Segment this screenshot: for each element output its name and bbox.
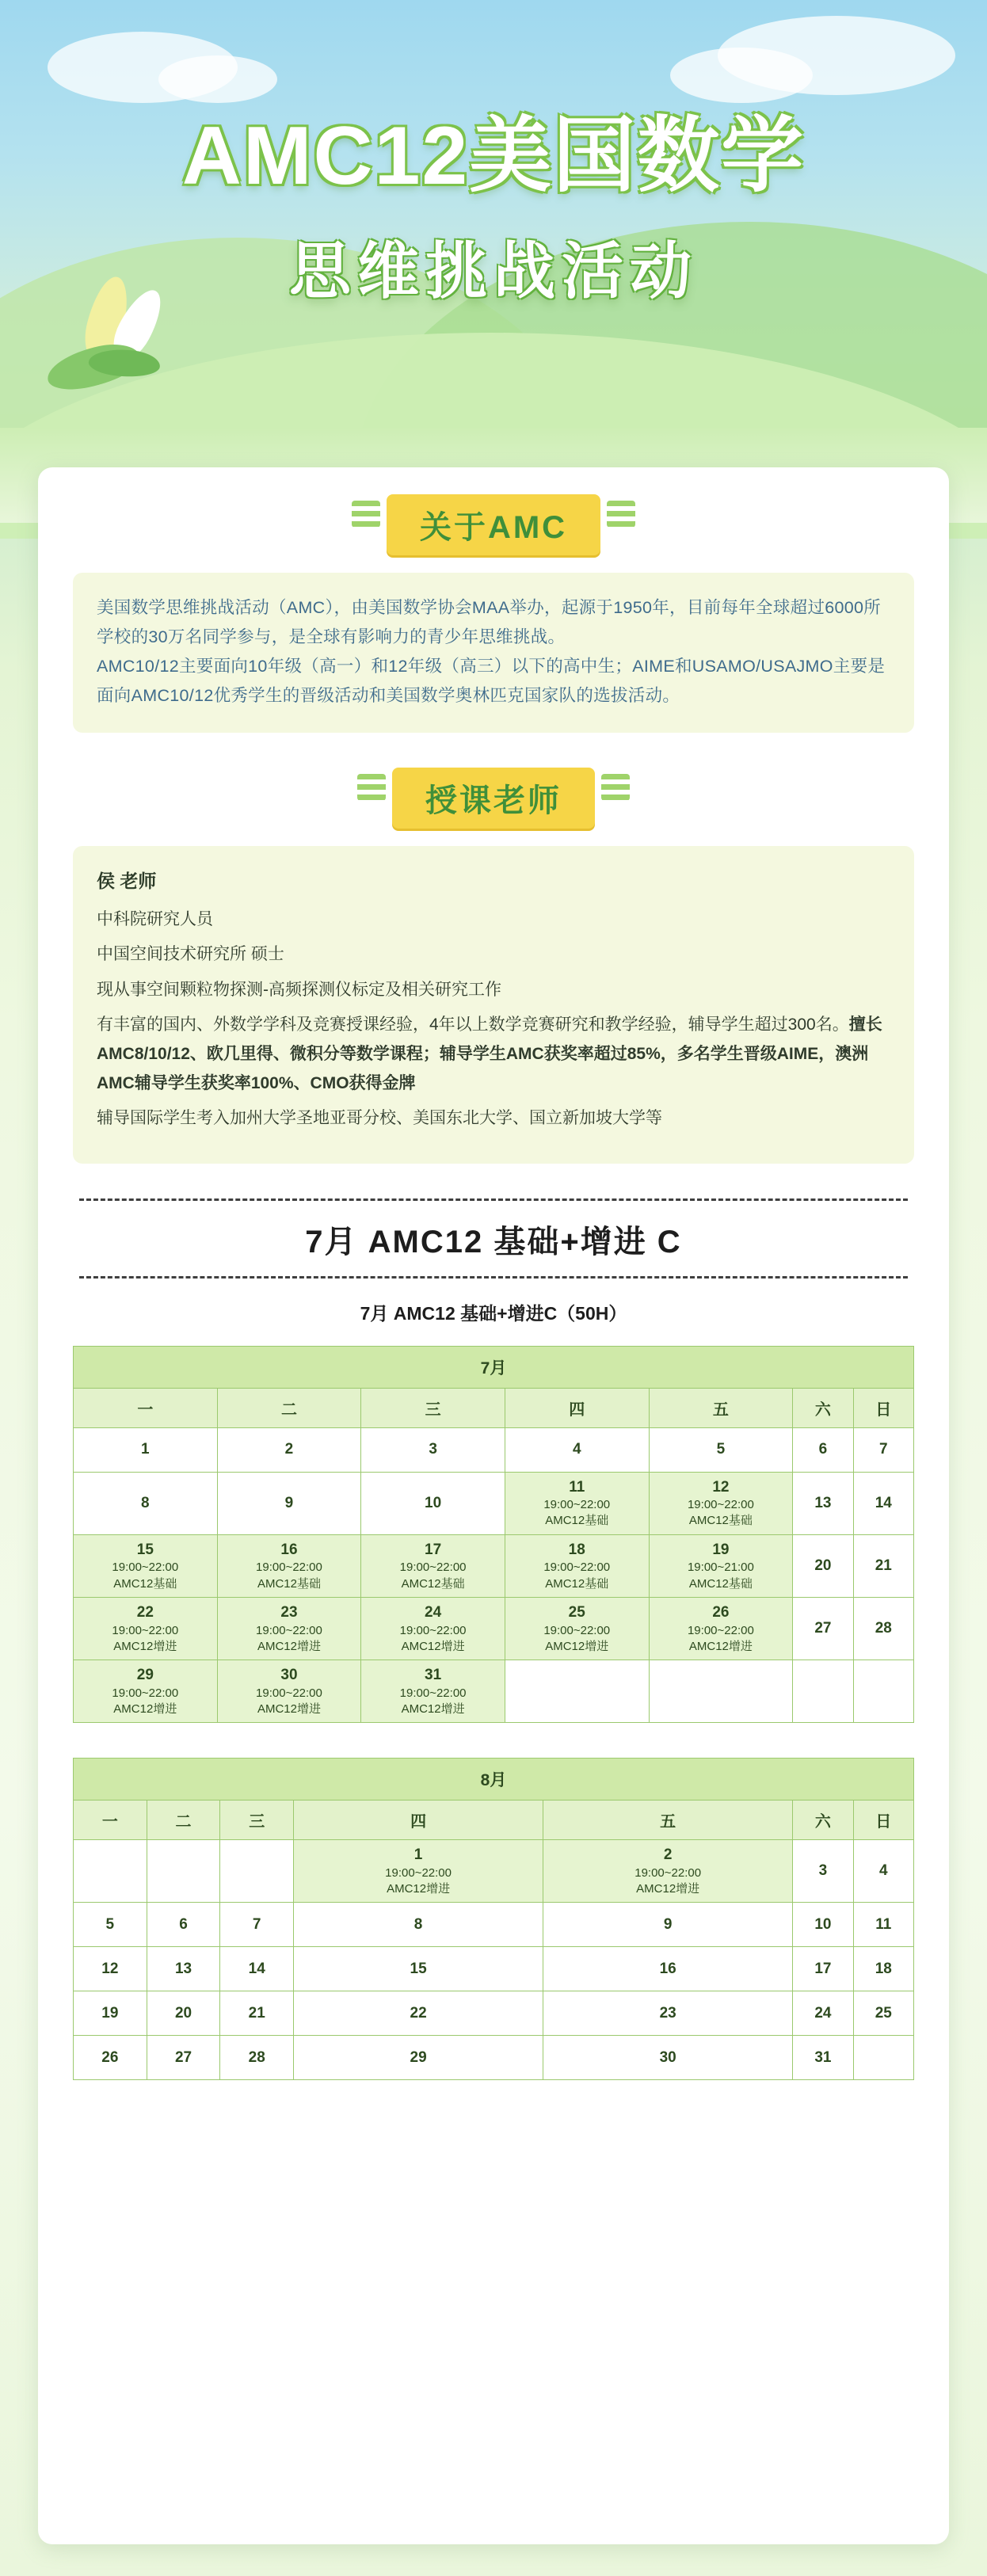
calendar-day-cell	[543, 1947, 793, 1991]
calendar-day-number: 26	[712, 1603, 730, 1621]
calendar-session-time: 19:00~22:00	[256, 1560, 322, 1575]
calendar-session-cell	[217, 1660, 361, 1723]
calendar-day-number: 4	[572, 1441, 581, 1458]
calendar-day-number: 3	[818, 1862, 828, 1880]
teacher-line-4	[97, 1011, 890, 1098]
calendar-weekday-header: 五	[649, 1388, 793, 1427]
calendar-day-number: 2	[284, 1441, 294, 1458]
calendar-day-cell	[147, 1840, 220, 1903]
calendar-day-number: 15	[136, 1541, 154, 1558]
teacher-line-3: 现从事空间颗粒物探测-高频探测仪标定及相关研究工作	[97, 980, 501, 999]
calendar-day-number: 16	[280, 1541, 298, 1558]
calendar-weekday-header: 六	[793, 1388, 853, 1427]
calendar-day-number: 12	[712, 1478, 730, 1496]
calendar-day-cell	[74, 2036, 147, 2080]
calendar-session-time: 19:00~22:00	[399, 1686, 467, 1700]
calendar-session-time: 19:00~22:00	[256, 1623, 322, 1637]
calendar-session-cell	[505, 1534, 649, 1597]
calendar-day-number: 7	[879, 1441, 888, 1458]
calendar-session-cell	[649, 1597, 793, 1660]
calendar-day-cell	[147, 1903, 220, 1947]
calendar-month-label: 8月	[74, 1759, 914, 1801]
calendar-session-name: AMC12增进	[401, 1639, 465, 1653]
calendar-session-cell	[74, 1660, 218, 1723]
title-main: AMC12美国数学	[181, 110, 806, 202]
calendar-session-cell	[74, 1534, 218, 1597]
calendar-table	[73, 1346, 914, 1724]
calendar-session-time: 19:00~22:00	[385, 1865, 452, 1880]
calendar-day-number: 3	[429, 1441, 437, 1458]
calendar-day-number: 18	[568, 1541, 585, 1558]
calendar-day-cell	[147, 1991, 220, 2036]
calendar-weekday-header: 四	[505, 1388, 649, 1427]
calendar-day-number: 21	[875, 1557, 892, 1574]
calendar-day-cell	[853, 1534, 913, 1597]
calendar-session-time: 19:00~22:00	[112, 1686, 179, 1700]
calendar-session-cell	[505, 1472, 649, 1534]
calendar-session-name: AMC12增进	[688, 1639, 753, 1653]
calendar-day-number: 14	[248, 1960, 265, 1977]
spacer	[73, 2115, 914, 2123]
calendar-day-cell	[853, 1427, 913, 1472]
calendar-week-row	[74, 1903, 914, 1947]
calendar-day-cell	[853, 2036, 913, 2080]
calendar-weekday-header: 一	[74, 1801, 147, 1840]
calendar-day-number: 26	[101, 2048, 119, 2066]
calendar-weekday-header: 二	[217, 1388, 361, 1427]
calendar-day-cell	[217, 1472, 361, 1534]
calendar-day-number: 5	[105, 1915, 115, 1933]
calendar-day-cell	[220, 1991, 294, 2036]
calendar-weekday-header: 一	[74, 1388, 218, 1427]
calendar-day-cell	[220, 1903, 294, 1947]
calendar-day-cell	[147, 1947, 220, 1991]
calendar-week-row	[74, 1427, 914, 1472]
calendar-day-number: 23	[659, 2004, 676, 2022]
calendar-day-number: 17	[814, 1960, 832, 1977]
teacher-line-2: 中国空间技术研究所 硕士	[97, 945, 284, 964]
calendar-day-number: 9	[284, 1494, 294, 1511]
calendar-day-cell	[649, 1427, 793, 1472]
calendar-day-cell	[361, 1472, 505, 1534]
calendar-session-name: AMC12基础	[257, 1576, 321, 1591]
calendar-day-number: 27	[814, 1619, 832, 1637]
calendar-weekday-row	[74, 1801, 914, 1840]
calendar-session-name: AMC12基础	[401, 1576, 465, 1591]
calendar-day-number: 29	[136, 1667, 154, 1684]
calendar-day-cell	[793, 1427, 853, 1472]
calendar-session-time: 19:00~21:00	[687, 1560, 754, 1575]
calendar-day-number: 6	[818, 1441, 828, 1458]
calendar-weekday-row	[74, 1388, 914, 1427]
about-heading-row	[73, 494, 914, 555]
calendar-day-number: 29	[410, 2048, 427, 2066]
calendar-day-number: 30	[280, 1667, 298, 1684]
calendar-day-number: 21	[248, 2004, 265, 2022]
calendar-session-cell	[361, 1534, 505, 1597]
calendar-day-cell	[649, 1660, 793, 1723]
content-card	[38, 467, 949, 2544]
calendar-day-cell	[853, 1840, 913, 1903]
cloud-decoration	[670, 48, 813, 103]
calendar-day-number: 30	[659, 2048, 676, 2066]
calendar-day-cell	[505, 1427, 649, 1472]
calendar-week-row	[74, 1947, 914, 1991]
calendar-week-row	[74, 1534, 914, 1597]
calendar-day-number: 24	[425, 1603, 442, 1621]
calendar-session-name: AMC12增进	[257, 1701, 321, 1716]
calendar-session-time: 19:00~22:00	[399, 1623, 467, 1637]
calendar-day-number: 17	[425, 1541, 442, 1558]
calendar-session-name: AMC12增进	[113, 1639, 177, 1653]
course-subtitle: 7月 AMC12 基础+增进C（50H）	[360, 1302, 627, 1324]
calendar-session-cell	[294, 1840, 543, 1903]
calendar-session-name: AMC12增进	[545, 1639, 609, 1653]
calendar-day-cell	[853, 1660, 913, 1723]
calendar-table	[73, 1758, 914, 2080]
teacher-name: 侯 老师	[97, 870, 157, 891]
calendar-day-cell	[793, 1947, 853, 1991]
teacher-panel	[73, 846, 914, 1164]
calendar-day-cell	[294, 2036, 543, 2080]
calendar-day-cell	[220, 1947, 294, 1991]
calendar-week-row	[74, 2036, 914, 2080]
calendar-day-number: 31	[814, 2048, 832, 2066]
calendar-weekday-header: 四	[294, 1801, 543, 1840]
course-title-block	[73, 1198, 914, 1278]
calendar-weekday-header: 二	[147, 1801, 220, 1840]
calendar-day-cell	[74, 1991, 147, 2036]
calendar-session-cell	[361, 1597, 505, 1660]
calendar-day-number: 7	[252, 1915, 261, 1933]
calendar-session-time: 19:00~22:00	[543, 1498, 611, 1512]
calendar-day-cell	[793, 1597, 853, 1660]
calendar-day-number: 28	[248, 2048, 265, 2066]
calendar-day-number: 1	[413, 1846, 423, 1864]
teacher-line-5: 辅导国际学生考入加州大学圣地亚哥分校、美国东北大学、国立新加坡大学等	[97, 1109, 662, 1128]
calendar-day-cell	[361, 1427, 505, 1472]
calendar-session-name: AMC12增进	[113, 1701, 177, 1716]
calendar-day-number: 15	[410, 1960, 427, 1977]
calendar-day-cell	[217, 1427, 361, 1472]
poster-title	[0, 111, 987, 311]
calendar-month-row	[74, 1759, 914, 1801]
calendar-session-time: 19:00~22:00	[256, 1686, 322, 1700]
calendar-day-number: 9	[663, 1915, 673, 1933]
teacher-line-4b: 擅长AMC8/10/12、欧几里得、微积分等数学课程；辅导学生AMC获奖率超过85%，多名学生晋级AIME，澳洲AMC辅导学生获奖率100%、CMO获得金牌	[97, 1016, 882, 1092]
cloud-decoration	[158, 55, 277, 103]
calendar-session-name: AMC12增进	[401, 1701, 465, 1716]
calendar-session-cell	[649, 1472, 793, 1534]
calendar-day-cell	[147, 2036, 220, 2080]
calendar-day-cell	[853, 1903, 913, 1947]
calendar-session-cell	[361, 1660, 505, 1723]
calendar-day-cell	[220, 1840, 294, 1903]
calendar-session-time: 19:00~22:00	[543, 1623, 611, 1637]
calendar-day-cell	[543, 2036, 793, 2080]
calendar-day-cell	[294, 1947, 543, 1991]
calendar-week-row	[74, 1597, 914, 1660]
calendar-day-number: 16	[659, 1960, 676, 1977]
calendar-session-cell	[505, 1597, 649, 1660]
calendar-weekday-header: 三	[220, 1801, 294, 1840]
calendar-day-cell	[793, 2036, 853, 2080]
calendar-day-cell	[793, 1903, 853, 1947]
course-title: 7月 AMC12 基础+增进 C	[305, 1224, 682, 1259]
calendar-day-cell	[853, 1947, 913, 1991]
calendar-day-number: 25	[875, 2004, 892, 2022]
teacher-heading: 授课老师	[392, 768, 595, 829]
calendar-day-number: 20	[174, 2004, 192, 2022]
calendar-day-number: 13	[814, 1494, 832, 1511]
title-sub: 思维挑战活动	[288, 236, 698, 307]
about-heading: 关于AMC	[387, 494, 600, 555]
calendar-session-time: 19:00~22:00	[543, 1560, 611, 1575]
calendar-day-cell	[793, 1660, 853, 1723]
calendar-day-cell	[853, 1597, 913, 1660]
calendar-day-cell	[74, 1427, 218, 1472]
calendar-container	[73, 1346, 914, 2081]
calendar-day-number: 4	[879, 1862, 888, 1880]
calendar-weekday-header: 日	[853, 1801, 913, 1840]
calendar-session-time: 19:00~22:00	[112, 1623, 179, 1637]
calendar-session-cell	[543, 1840, 793, 1903]
calendar-day-number: 18	[875, 1960, 892, 1977]
calendar-day-cell	[74, 1472, 218, 1534]
calendar-day-number: 13	[174, 1960, 192, 1977]
calendar-day-number: 19	[712, 1541, 730, 1558]
calendar-weekday-header: 六	[793, 1801, 853, 1840]
calendar-day-number: 8	[413, 1915, 423, 1933]
calendar-day-number: 23	[280, 1603, 298, 1621]
calendar-day-number: 28	[875, 1619, 892, 1637]
calendar-session-time: 19:00~22:00	[687, 1623, 754, 1637]
calendar-day-cell	[793, 1472, 853, 1534]
calendar-weekday-header: 三	[361, 1388, 505, 1427]
about-panel	[73, 573, 914, 733]
calendar-session-name: AMC12基础	[545, 1576, 609, 1591]
about-paragraph-1: 美国数学思维挑战活动（AMC），由美国数学协会MAA举办，起源于1950年，目前每年全球超过6000所学校的30万名同学参与，是全球有影响力的青少年思维挑战。	[97, 598, 882, 646]
calendar-day-number: 22	[410, 2004, 427, 2022]
calendar-day-cell	[543, 1991, 793, 2036]
about-paragraph-2: AMC10/12主要面向10年级（高一）和12年级（高三）以下的高中生；AIME和USAMO/USAJMO主要是面向AMC10/12优秀学生的晋级活动和美国数学奥林匹克国家队的选拔活动。	[97, 656, 886, 705]
calendar-day-number: 27	[174, 2048, 192, 2066]
calendar-session-cell	[74, 1597, 218, 1660]
calendar-day-number: 24	[814, 2004, 832, 2022]
calendar-session-time: 19:00~22:00	[112, 1560, 179, 1575]
calendar-day-number: 25	[568, 1603, 585, 1621]
calendar-day-number: 1	[141, 1441, 150, 1458]
calendar-day-number: 20	[814, 1557, 832, 1574]
calendar-week-row	[74, 1840, 914, 1903]
calendar-session-time: 19:00~22:00	[634, 1865, 702, 1880]
calendar-session-name: AMC12基础	[113, 1576, 177, 1591]
teacher-line-4a: 有丰富的国内、外数学学科及竞赛授课经验，4年以上数学竞赛研究和教学经验，辅导学生超过300名。	[97, 1016, 849, 1035]
calendar-day-number: 10	[425, 1494, 442, 1511]
calendar-day-cell	[793, 1991, 853, 2036]
calendar-month-label: 7月	[74, 1346, 914, 1388]
calendar-session-cell	[217, 1534, 361, 1597]
calendar-session-name: AMC12基础	[688, 1514, 753, 1528]
calendar-day-cell	[74, 1840, 147, 1903]
calendar-session-name: AMC12增进	[387, 1882, 451, 1896]
calendar-day-cell	[294, 1991, 543, 2036]
calendar-week-row	[74, 1991, 914, 2036]
calendar-session-cell	[217, 1597, 361, 1660]
calendar-day-number: 8	[141, 1494, 150, 1511]
calendar-day-number: 31	[425, 1667, 442, 1684]
calendar-day-number: 22	[136, 1603, 154, 1621]
calendar-session-name: AMC12基础	[545, 1514, 609, 1528]
calendar-day-number: 5	[716, 1441, 726, 1458]
calendar-day-cell	[294, 1903, 543, 1947]
calendar-day-cell	[793, 1840, 853, 1903]
calendar-day-number: 19	[101, 2004, 119, 2022]
calendar-weekday-header: 五	[543, 1801, 793, 1840]
calendar-session-cell	[649, 1534, 793, 1597]
calendar-weekday-header: 日	[853, 1388, 913, 1427]
calendar-day-cell	[853, 1472, 913, 1534]
calendar-day-number: 2	[663, 1846, 673, 1864]
calendar-day-number: 10	[814, 1915, 832, 1933]
calendar-day-number: 11	[875, 1915, 892, 1933]
calendar-day-cell	[505, 1660, 649, 1723]
calendar-session-name: AMC12增进	[636, 1882, 700, 1896]
calendar-week-row	[74, 1660, 914, 1723]
calendar-day-cell	[74, 1903, 147, 1947]
calendar-day-cell	[543, 1903, 793, 1947]
calendar-day-number: 14	[875, 1494, 892, 1511]
calendar-session-name: AMC12基础	[688, 1576, 753, 1591]
calendar-week-row	[74, 1472, 914, 1534]
calendar-day-number: 12	[101, 1960, 119, 1977]
teacher-heading-row	[73, 768, 914, 829]
dashed-divider-bottom	[79, 1276, 908, 1278]
calendar-session-time: 19:00~22:00	[399, 1560, 467, 1575]
calendar-month-row	[74, 1346, 914, 1388]
calendar-day-number: 6	[179, 1915, 188, 1933]
calendar-day-cell	[220, 2036, 294, 2080]
spacer	[73, 733, 914, 768]
calendar-day-cell	[853, 1991, 913, 2036]
calendar-day-cell	[793, 1534, 853, 1597]
calendar-session-name: AMC12增进	[257, 1639, 321, 1653]
calendar-day-cell	[74, 1947, 147, 1991]
calendar-day-number: 11	[569, 1478, 585, 1496]
calendar-session-time: 19:00~22:00	[687, 1498, 754, 1512]
teacher-line-1: 中科院研究人员	[97, 909, 213, 928]
